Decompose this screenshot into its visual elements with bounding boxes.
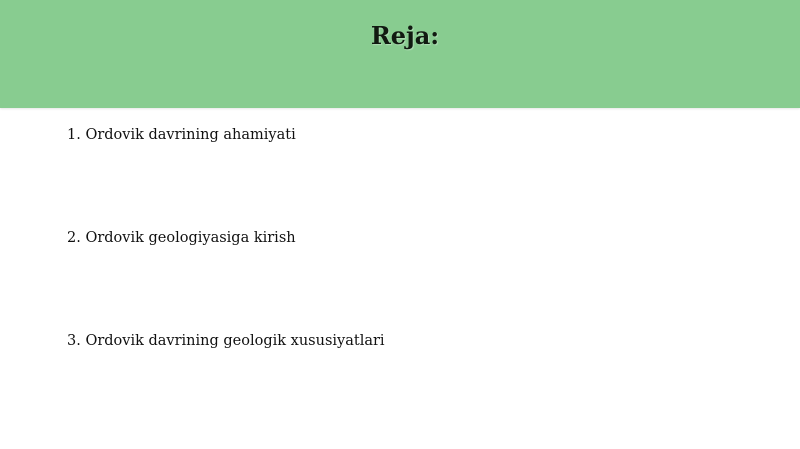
plan-item: 3. Ordovik davrining geologik xususiyatlari: [67, 333, 385, 349]
plan-item: 2. Ordovik geologiyasiga kirish: [67, 230, 296, 246]
slide-title: Reja:: [370, 21, 440, 50]
plan-list: [67, 0, 767, 449]
plan-item: 1. Ordovik davrining ahamiyati: [67, 127, 296, 143]
